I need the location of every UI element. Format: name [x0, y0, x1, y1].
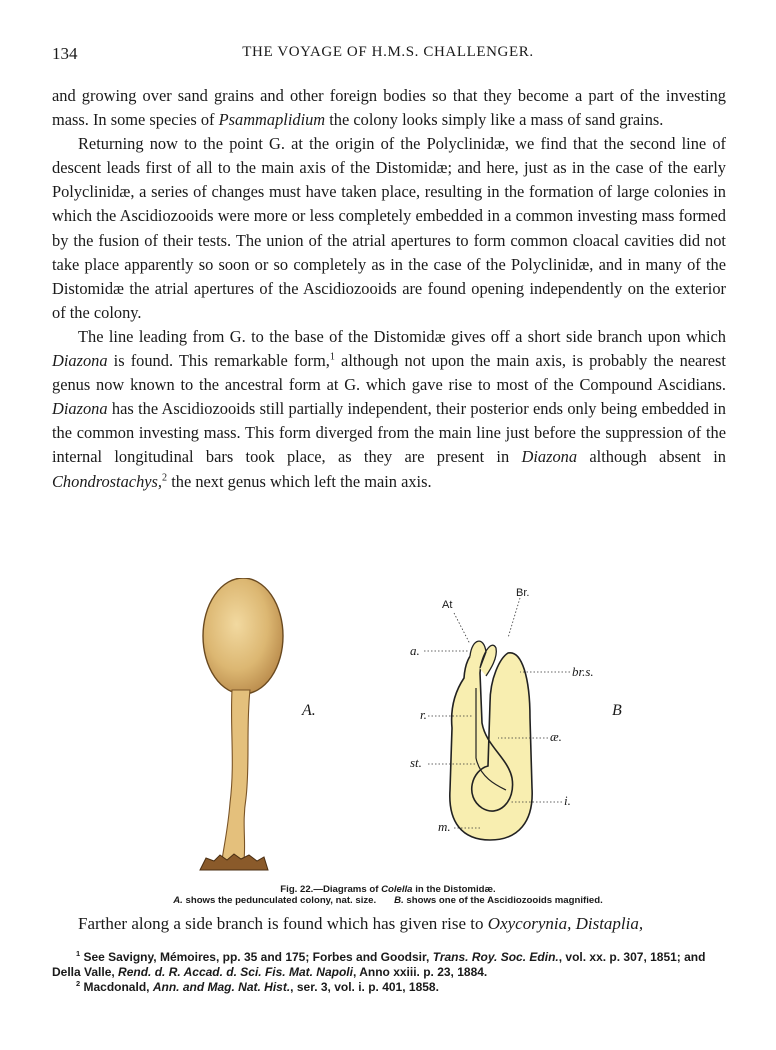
figure-22	[180, 578, 650, 878]
footnote-ref-2: 2	[162, 472, 168, 484]
footnotes	[52, 950, 726, 995]
label-ae: æ.	[550, 729, 562, 744]
footnote-ref-1: 1	[329, 351, 335, 363]
label-st: st.	[410, 755, 422, 770]
label-i: i.	[564, 793, 571, 808]
running-title: THE VOYAGE OF H.M.S. CHALLENGER.	[242, 44, 534, 60]
footnote-2: $^2$ Macdonald, Ann. and Mag. Nat. Hist., ser. 3, vol. i. p. 401, 1858.	[76, 979, 439, 994]
footnote-1: $^1$ See Savigny, Mémoires, pp. 35 and 175; Forbes and Goodsir, Trans. Roy. Soc. Edin., vol. xx. p. 307, 1851; and Della Valle, Rend. d. R. Accad. d. Sci. Fis. Mat. Napoli, Anno xxiii. p. 23, 1884.	[52, 949, 706, 979]
label-br: Br.	[516, 587, 530, 599]
paragraph-2: Returning now to the point G. at the origin of the Polyclinidæ, we find that the second line of descent leads first of all to the main axis of the Distomidæ; and here, just as in the case of the early Polyclinidæ, a series of changes must have taken place, resulting in the formation of large colonies in which the Ascidiozooids were more or less completely embedded in a common investing mass formed by the fusion of their tests. The union of the atrial apertures to form common cloacal cavities did not take place apparently so soon or so completely as in the case of the Polyclinidæ, and in many of the Distomidæ the atrial apertures of the Ascidiozooids are found opening independently on the exterior of the colony.	[52, 134, 726, 322]
colony-base	[200, 854, 268, 870]
figure-caption	[60, 884, 716, 906]
page-header	[52, 44, 724, 68]
paragraph-1: and growing over sand grains and other foreign bodies so that they become a part of the investing mass. In some species of Psammaplidium the colony looks simply like a mass of sand grains.	[52, 86, 726, 130]
label-r: r.	[420, 707, 427, 722]
caption-line-2: A. shows the pedunculated colony, nat. size. B. shows one of the Ascidiozooids magnified.	[173, 895, 603, 906]
continuation-line: Farther along a side branch is found which has given rise to Oxycorynia, Distaplia,	[78, 914, 644, 933]
paragraph-3: The line leading from G. to the base of the Distomidæ gives off a short side branch upon which Diazona is found. This remarkable form,$^1$ although not upon the main axis, is probably the nearest genus now known to the ancestral form at G. which gave rise to most of the Compound Ascidians. Diazona has the Ascidiozooids still partially independent, their posterior ends only being embedded in the common investing mass. This form diverged from the main line just before the suppression of the internal longitudinal bars took place, as they are present in Diazona although absent in Chondrostachys,$^2$ the next genus which left the main axis.	[52, 326, 726, 491]
label-brs: br.s.	[572, 664, 594, 679]
colony-head	[203, 578, 283, 694]
figure-label-A: A.	[302, 702, 316, 719]
caption-line-1: Fig. 22.—Diagrams of Colella in the Distomidæ.	[280, 884, 496, 895]
colony-stalk	[222, 690, 250, 860]
zooid-body	[450, 652, 532, 840]
label-a: a.	[410, 643, 420, 658]
label-at: At	[442, 599, 453, 611]
label-m: m.	[438, 819, 451, 834]
figure-label-B: B	[612, 702, 622, 719]
body-text	[52, 84, 726, 494]
page-number: 134	[52, 44, 78, 63]
figure-illustration	[180, 578, 650, 878]
